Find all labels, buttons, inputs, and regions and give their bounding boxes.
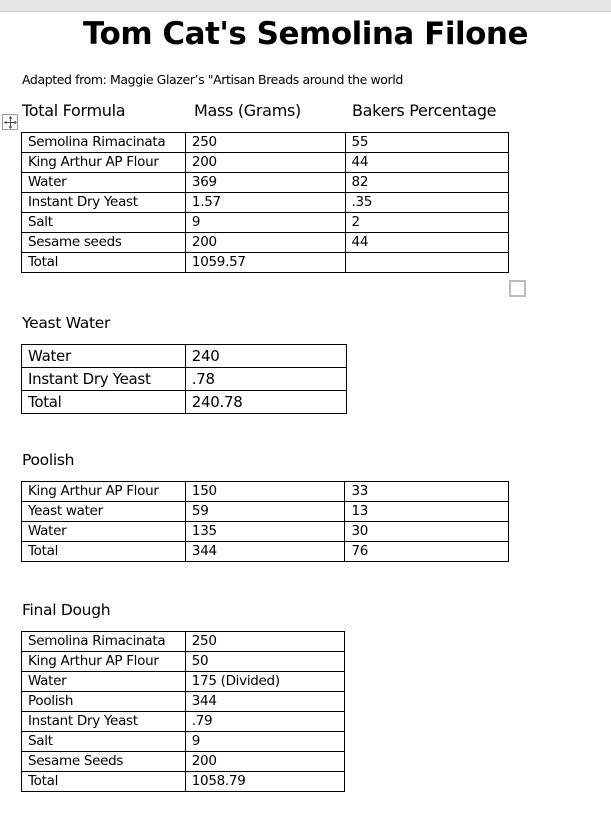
- table-row: [22, 522, 509, 542]
- table-row: [22, 345, 347, 368]
- percentage-cell[interactable]: .35: [345, 193, 508, 213]
- table-row: [22, 672, 345, 692]
- bakers-percentage-heading: Bakers Percentage: [352, 101, 497, 120]
- mass-cell[interactable]: 150: [185, 482, 345, 502]
- ingredient-cell[interactable]: Total: [22, 391, 186, 414]
- ingredient-cell[interactable]: Sesame Seeds: [22, 752, 186, 772]
- percentage-cell[interactable]: [345, 253, 508, 273]
- document-title: Tom Cat's Semolina Filone: [83, 16, 528, 52]
- mass-cell[interactable]: 200: [185, 233, 345, 253]
- mass-cell[interactable]: 344: [185, 692, 344, 712]
- ingredient-cell[interactable]: Instant Dry Yeast: [22, 712, 186, 732]
- table-row: [22, 213, 509, 233]
- ingredient-cell[interactable]: Total: [22, 772, 186, 792]
- final-dough-table: [21, 631, 345, 792]
- mass-cell[interactable]: 200: [185, 752, 344, 772]
- ingredient-cell[interactable]: Salt: [22, 732, 186, 752]
- percentage-cell[interactable]: 30: [345, 522, 509, 542]
- table-row: [22, 368, 347, 391]
- adapted-from-note: Adapted from: Maggie Glazer’s "Artisan Breads around the world: [22, 72, 403, 87]
- mass-cell[interactable]: 1059.57: [185, 253, 345, 273]
- mass-cell[interactable]: 9: [185, 732, 344, 752]
- mass-cell[interactable]: 240.78: [185, 391, 346, 414]
- mass-cell[interactable]: 59: [185, 502, 345, 522]
- ingredient-cell[interactable]: Instant Dry Yeast: [22, 193, 186, 213]
- poolish-heading: Poolish: [22, 451, 75, 469]
- mass-cell[interactable]: 240: [185, 345, 346, 368]
- mass-cell[interactable]: 175 (Divided): [185, 672, 344, 692]
- mass-cell[interactable]: 250: [185, 133, 345, 153]
- table-move-handle[interactable]: [2, 114, 18, 130]
- mass-cell[interactable]: 369: [185, 173, 345, 193]
- mass-cell[interactable]: 250: [185, 632, 344, 652]
- ingredient-cell[interactable]: Total: [22, 253, 186, 273]
- mass-cell[interactable]: 344: [185, 542, 345, 562]
- percentage-cell[interactable]: 2: [345, 213, 508, 233]
- ingredient-cell[interactable]: King Arthur AP Flour: [22, 652, 186, 672]
- table-row: [22, 772, 345, 792]
- table-row: [22, 732, 345, 752]
- final-dough-heading: Final Dough: [22, 601, 111, 619]
- ingredient-cell[interactable]: Salt: [22, 213, 186, 233]
- table-row: [22, 712, 345, 732]
- table-resize-handle[interactable]: [509, 280, 526, 297]
- table-row: [22, 153, 509, 173]
- percentage-cell[interactable]: 82: [345, 173, 508, 193]
- table-row: [22, 542, 509, 562]
- ingredient-cell[interactable]: Water: [22, 345, 186, 368]
- table-row: [22, 652, 345, 672]
- ingredient-cell[interactable]: Water: [22, 522, 186, 542]
- table-row: [22, 632, 345, 652]
- percentage-cell[interactable]: 33: [345, 482, 509, 502]
- ingredient-cell[interactable]: Water: [22, 672, 186, 692]
- mass-cell[interactable]: 9: [185, 213, 345, 233]
- percentage-cell[interactable]: 13: [345, 502, 509, 522]
- mass-cell[interactable]: 1.57: [185, 193, 345, 213]
- ingredient-cell[interactable]: King Arthur AP Flour: [22, 153, 186, 173]
- mass-cell[interactable]: 200: [185, 153, 345, 173]
- table-row: [22, 391, 347, 414]
- percentage-cell[interactable]: 44: [345, 233, 508, 253]
- table-row: [22, 133, 509, 153]
- mass-cell[interactable]: 135: [185, 522, 345, 542]
- window-top-bar: [0, 0, 611, 12]
- mass-cell[interactable]: .79: [185, 712, 344, 732]
- yeast-water-table: [21, 344, 347, 414]
- ingredient-cell[interactable]: Poolish: [22, 692, 186, 712]
- table-row: [22, 692, 345, 712]
- ingredient-cell[interactable]: Water: [22, 173, 186, 193]
- table-row: [22, 253, 509, 273]
- ingredient-cell[interactable]: King Arthur AP Flour: [22, 482, 186, 502]
- ingredient-cell[interactable]: Sesame seeds: [22, 233, 186, 253]
- poolish-table: [21, 481, 509, 562]
- mass-cell[interactable]: 50: [185, 652, 344, 672]
- percentage-cell[interactable]: 76: [345, 542, 509, 562]
- percentage-cell[interactable]: 44: [345, 153, 508, 173]
- total-formula-table: [21, 132, 509, 273]
- yeast-water-heading: Yeast Water: [22, 314, 111, 332]
- table-row: [22, 502, 509, 522]
- ingredient-cell[interactable]: Yeast water: [22, 502, 186, 522]
- percentage-cell[interactable]: 55: [345, 133, 508, 153]
- mass-grams-heading: Mass (Grams): [194, 101, 301, 120]
- table-row: [22, 233, 509, 253]
- table-row: [22, 482, 509, 502]
- ingredient-cell[interactable]: Semolina Rimacinata: [22, 133, 186, 153]
- four-way-arrow-icon: [4, 116, 17, 129]
- table-row: [22, 173, 509, 193]
- ingredient-cell[interactable]: Total: [22, 542, 186, 562]
- total-formula-heading: Total Formula: [22, 101, 126, 120]
- ingredient-cell[interactable]: Semolina Rimacinata: [22, 632, 186, 652]
- table-row: [22, 752, 345, 772]
- ingredient-cell[interactable]: Instant Dry Yeast: [22, 368, 186, 391]
- table-row: [22, 193, 509, 213]
- mass-cell[interactable]: 1058.79: [185, 772, 344, 792]
- mass-cell[interactable]: .78: [185, 368, 346, 391]
